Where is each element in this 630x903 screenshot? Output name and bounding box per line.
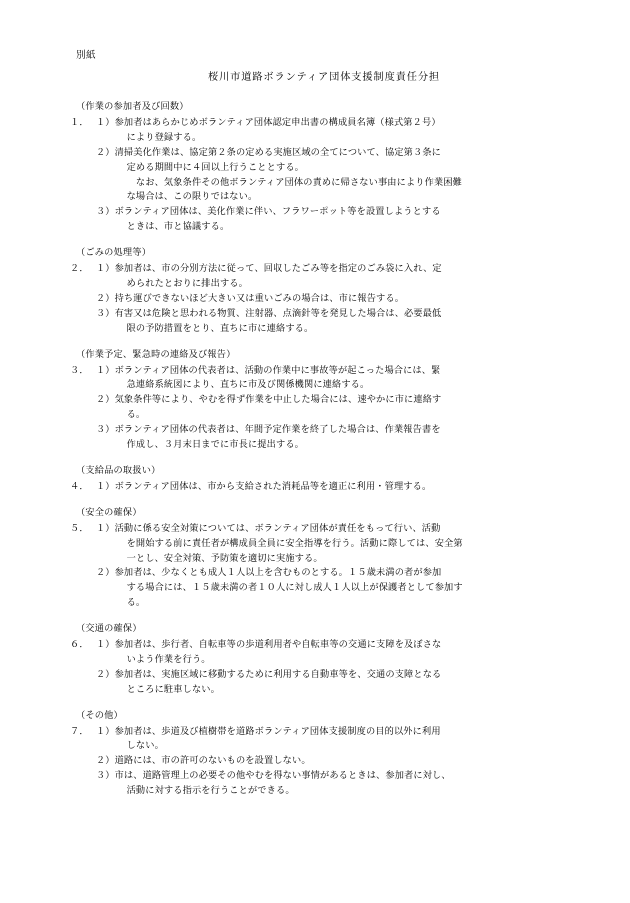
list-item: [96, 668, 596, 698]
section-heading: （作業予定、緊急時の連絡及び報告）: [76, 348, 236, 360]
item-marker: １）: [96, 725, 115, 737]
clause-items: [96, 262, 596, 292]
list-item: [96, 146, 596, 206]
list-item: [96, 566, 596, 611]
list-item: [96, 725, 596, 755]
clause-items: [96, 638, 596, 668]
clause-items: [96, 725, 596, 755]
item-marker: ３）: [96, 770, 115, 782]
document-section: [34, 506, 596, 611]
item-marker: １）: [96, 522, 115, 534]
item-body: [115, 566, 596, 611]
item-line: ところに駐車しない。: [126, 683, 220, 695]
list-item: [96, 116, 596, 146]
clause-items: [96, 307, 596, 337]
clause-row: [34, 292, 596, 307]
item-marker: ２）: [96, 668, 115, 680]
item-marker: ３）: [96, 307, 115, 319]
item-marker: ２）: [96, 755, 115, 767]
document-title: 桜川市道路ボランティア団体支援制度責任分担: [207, 71, 441, 83]
item-marker: １）: [96, 639, 115, 651]
clause-row: [34, 262, 596, 292]
item-body: [115, 262, 596, 292]
section-heading: （交通の確保）: [76, 623, 142, 635]
item-marker: ２）: [96, 394, 115, 406]
document-section: [34, 464, 596, 495]
item-line: 参加者は、少なくとも成人１人以上を含むものとする。１５歳未満の者が参加: [114, 567, 442, 579]
item-line: により登録する。: [126, 131, 202, 143]
item-line: 参加者はあらかじめボランティア団体認定申出書の構成員名簿（様式第２号）: [114, 116, 441, 128]
item-marker: １）: [96, 480, 115, 492]
clause-row: [34, 754, 596, 769]
item-line: な場合は、この限りではない。: [126, 191, 258, 203]
clause-number: ４．: [70, 480, 89, 492]
clause-items: [96, 292, 596, 307]
item-marker: ２）: [96, 292, 115, 304]
item-line: められたとおりに排出する。: [126, 278, 248, 290]
clause-items: [96, 754, 596, 769]
item-body: [115, 307, 596, 337]
item-line: る。: [126, 409, 146, 421]
item-line: を開始する前に責任者が構成員全員に安全指導を行う。活動に際しては、安全第: [126, 537, 463, 549]
item-line: 参加者は、歩道及び植樹帯を道路ボランティア団体支援制度の目的以外に利用: [114, 725, 441, 737]
section-heading: （ごみの処理等）: [76, 247, 152, 259]
clause-items: [96, 364, 596, 394]
document-section: [34, 246, 596, 336]
item-line: 一とし、安全対策、予防策を適切に実施する。: [126, 552, 323, 564]
section-heading: （支給品の取扱い）: [76, 464, 161, 476]
item-line: 気象条件等により、やむを得ず作業を中止した場合には、速やかに市に連絡す: [114, 394, 442, 406]
item-body: [115, 393, 596, 423]
item-line: 限の予防措置をとり、直ちに市に連絡する。: [126, 322, 314, 334]
list-item: [96, 423, 596, 453]
list-item: [96, 364, 596, 394]
item-body: [115, 769, 596, 799]
item-marker: ２）: [96, 567, 115, 579]
clause-items: [96, 769, 596, 799]
item-body: [115, 725, 596, 755]
clause-row: [34, 668, 596, 698]
clause-row: [34, 725, 596, 755]
document-body: [34, 100, 596, 799]
list-item: [96, 292, 596, 307]
clause-row: [34, 393, 596, 423]
item-line: 持ち運びできないほど大きい又は重いごみの場合は、市に報告する。: [114, 292, 405, 304]
item-body: [115, 668, 596, 698]
item-body: [115, 423, 596, 453]
item-line: ときは、市と協議する。: [126, 221, 230, 233]
clause-items: [96, 393, 596, 423]
item-line: 清掃美化作業は、協定第２条の定める実施区域の全てについて、協定第３条に: [114, 146, 442, 158]
clause-items: [96, 116, 596, 146]
item-line: いよう作業を行う。: [126, 653, 211, 665]
clause-row: [34, 522, 596, 567]
clause-items: [96, 522, 596, 567]
item-body: [115, 480, 596, 495]
item-marker: １）: [96, 116, 115, 128]
list-item: [96, 393, 596, 423]
document-section: [34, 100, 596, 235]
item-line: 活動に対する指示を行うことができる。: [126, 785, 295, 797]
section-heading: （その他）: [76, 709, 123, 721]
clause-row: [34, 638, 596, 668]
clause-row: [34, 146, 596, 206]
item-line: ボランティア団体の代表者は、年間予定作業を終了した場合は、作業報告書を: [114, 424, 441, 436]
item-body: [115, 522, 596, 567]
clause-row: [34, 364, 596, 394]
item-line: 作成し、３月末日までに市長に提出する。: [126, 439, 304, 451]
list-item: [96, 480, 596, 495]
item-marker: ２）: [96, 146, 115, 158]
item-line: ボランティア団体は、市から支給された消耗品等を適正に利用・管理する。: [114, 480, 432, 492]
clause-row: [34, 566, 596, 611]
document-tag: 別紙: [76, 50, 96, 61]
clause-number: ５．: [70, 522, 89, 534]
item-line: しない。: [126, 740, 164, 752]
clause-row: [34, 205, 596, 235]
document-section: [34, 348, 596, 453]
item-body: [115, 638, 596, 668]
item-body: [115, 116, 596, 146]
clause-items: [96, 205, 596, 235]
document-section: [34, 709, 596, 799]
list-item: [96, 205, 596, 235]
item-line: 有害又は危険と思われる物質、注射器、点滴針等を発見した場合は、必要最低: [114, 307, 442, 319]
item-line: 定める期間中に４回以上行うこととする。: [126, 161, 304, 173]
clause-number: ２．: [70, 263, 89, 275]
item-line: ボランティア団体の代表者は、活動の作業中に事故等が起こった場合には、緊: [114, 364, 441, 376]
item-body: [115, 364, 596, 394]
item-marker: １）: [96, 263, 115, 275]
clause-number: ７．: [70, 725, 89, 737]
item-line: 道路には、市の許可のないものを設置しない。: [114, 755, 311, 767]
clause-row: [34, 116, 596, 146]
clause-items: [96, 423, 596, 453]
list-item: [96, 307, 596, 337]
item-line: ボランティア団体は、美化作業に伴い、フラワーポット等を設置しようとする: [114, 206, 441, 218]
item-line: 参加者は、市の分別方法に従って、回収したごみ等を指定のごみ袋に入れ、定: [114, 263, 442, 275]
clause-row: [34, 423, 596, 453]
item-line: する場合には、１５歳未満の者１０人に対し成人１人以上が保護者として参加す: [126, 582, 463, 594]
clause-items: [96, 146, 596, 206]
item-marker: ３）: [96, 206, 115, 218]
item-line: 市は、道路管理上の必要その他やむを得ない事情があるときは、参加者に対し、: [114, 770, 451, 782]
clause-row: [34, 769, 596, 799]
item-line: 活動に係る安全対策については、ボランティア団体が責任をもって行い、活動: [114, 522, 441, 534]
list-item: [96, 522, 596, 567]
clause-items: [96, 668, 596, 698]
item-marker: １）: [96, 364, 115, 376]
item-line: 急連絡系統図により、直ちに市及び関係機関に連絡する。: [126, 379, 370, 391]
item-line: なお、気象条件その他ボランティア団体の責めに帰さない事由により作業困難: [126, 176, 462, 188]
item-line: 参加者は、歩行者、自転車等の歩道利用者や自転車等の交通に支障を及ぼさな: [114, 639, 442, 651]
item-marker: ３）: [96, 424, 115, 436]
clause-items: [96, 480, 596, 495]
clause-row: [34, 307, 596, 337]
list-item: [96, 769, 596, 799]
item-line: る。: [126, 597, 146, 609]
item-line: 参加者は、実施区域に移動するために利用する自動車等を、交通の支障となる: [114, 668, 442, 680]
clause-number: ３．: [70, 364, 89, 376]
list-item: [96, 754, 596, 769]
section-heading: （安全の確保）: [76, 506, 142, 518]
clause-row: [34, 480, 596, 495]
list-item: [96, 638, 596, 668]
item-body: [115, 754, 596, 769]
item-body: [115, 205, 596, 235]
section-heading: （作業の参加者及び回数）: [76, 101, 189, 113]
clause-number: ６．: [70, 639, 89, 651]
list-item: [96, 262, 596, 292]
document-section: [34, 622, 596, 698]
clause-number: １．: [70, 116, 89, 128]
clause-items: [96, 566, 596, 611]
item-body: [115, 146, 596, 206]
item-body: [115, 292, 596, 307]
